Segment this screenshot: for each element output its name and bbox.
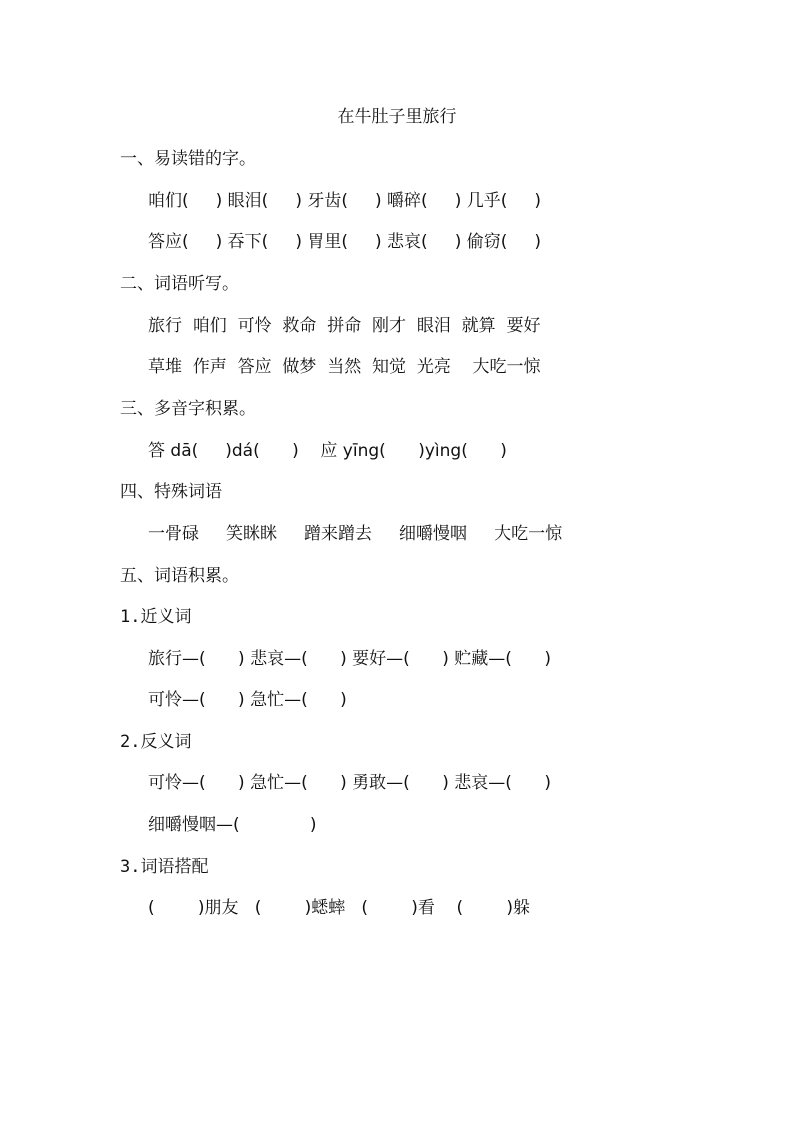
synonyms-row-1: 旅行—( ) 悲哀—( ) 要好—( ) 贮藏—( )	[148, 649, 551, 669]
section-1-heading: 一、易读错的字。	[120, 149, 256, 169]
collocation-row-1: ( )朋友 ( )蟋蟀 ( )看 ( )躲	[148, 898, 531, 918]
page-title: 在牛肚子里旅行	[337, 107, 457, 127]
section-2-row-2: 草堆 作声 答应 做梦 当然 知觉 光亮 大吃一惊	[148, 357, 541, 377]
antonyms-heading: 2.反义词	[120, 732, 192, 752]
synonyms-row-2: 可怜—( ) 急忙—( )	[148, 690, 347, 710]
section-1-row-2: 答应( ) 吞下( ) 胃里( ) 悲哀( ) 偷窃( )	[148, 232, 542, 252]
synonyms-heading: 1.近义词	[120, 607, 192, 627]
section-2-heading: 二、词语听写。	[120, 274, 239, 294]
section-3-row-1: 答 dā( )dá( ) 应 yīng( )yìng( )	[148, 441, 507, 461]
section-3-heading: 三、多音字积累。	[120, 399, 256, 419]
section-4-row-1: 一骨碌 笑眯眯 蹭来蹭去 细嚼慢咽 大吃一惊	[148, 524, 563, 544]
collocation-heading: 3.词语搭配	[120, 857, 209, 877]
section-2-row-1: 旅行 咱们 可怜 救命 拼命 刚才 眼泪 就算 要好	[148, 316, 541, 336]
section-1-row-1: 咱们( ) 眼泪( ) 牙齿( ) 嚼碎( ) 几乎( )	[148, 191, 542, 211]
antonyms-row-2: 细嚼慢咽—( )	[148, 815, 317, 835]
antonyms-row-1: 可怜—( ) 急忙—( ) 勇敢—( ) 悲哀—( )	[148, 773, 551, 793]
section-5-heading: 五、词语积累。	[120, 566, 239, 586]
section-4-heading: 四、特殊词语	[120, 482, 222, 502]
